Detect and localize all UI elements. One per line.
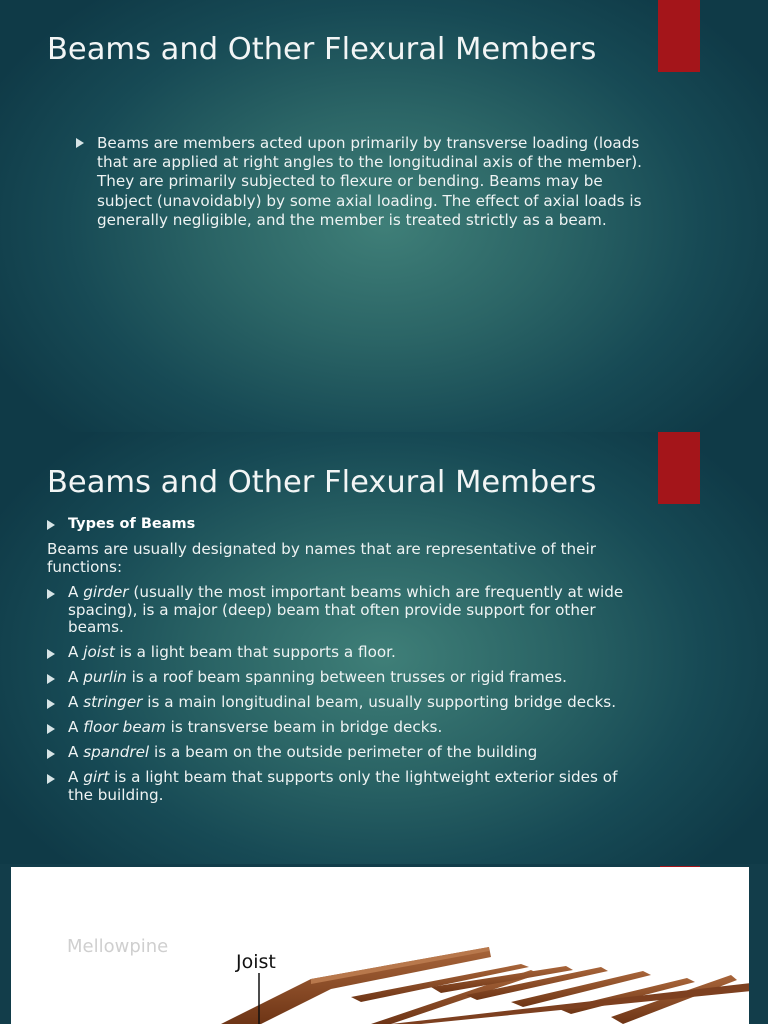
- bullet-triangle-icon: [47, 774, 55, 784]
- list-item: [47, 669, 637, 687]
- bullet-text: Beams are members acted upon primarily by transverse loading (loads that are applied at right angles to the longitudinal axis of the member). They are primarily subjected to flexure or bending. Beams may be subject (unavoidably) by some axial loading. The effect of axial loads is generally negligible, and the member is treated strictly as a beam.: [97, 134, 643, 229]
- bullet-paragraph: [76, 134, 657, 230]
- list-item: [47, 769, 637, 804]
- bullet-triangle-icon: [47, 589, 55, 599]
- types-heading-text: Types of Beams: [68, 516, 196, 532]
- beam-term: girt: [83, 768, 110, 786]
- beam-term: purlin: [83, 668, 127, 686]
- beam-term: floor beam: [83, 718, 166, 736]
- bullet-triangle-icon: [47, 699, 55, 709]
- bullet-triangle-icon: [47, 649, 55, 659]
- bullet-triangle-icon: [47, 724, 55, 734]
- joist-label: Joist: [236, 951, 276, 973]
- bullet-triangle-icon: [47, 749, 55, 759]
- beam-term: girder: [83, 583, 129, 601]
- item-prefix: A: [68, 583, 84, 601]
- item-prefix: A: [68, 643, 84, 661]
- beam-term: spandrel: [83, 743, 150, 761]
- beam-term: joist: [83, 643, 115, 661]
- item-description: is a light beam that supports a floor.: [114, 643, 396, 661]
- intro-text: Beams are usually designated by names that are representative of their functions:: [47, 540, 596, 576]
- item-description: is a light beam that supports only the lightweight exterior sides of the building.: [68, 768, 618, 804]
- list-item: [47, 694, 637, 712]
- joist-beams: [221, 947, 749, 1024]
- slide-1: [0, 0, 768, 432]
- accent-bar: [658, 0, 700, 72]
- joist-figure: [11, 867, 749, 1024]
- item-description: is a main longitudinal beam, usually supporting bridge decks.: [142, 693, 617, 711]
- item-prefix: A: [68, 718, 84, 736]
- item-description: is a beam on the outside perimeter of the building: [149, 743, 538, 761]
- slide-title: Beams and Other Flexural Members: [47, 465, 597, 500]
- item-prefix: A: [68, 768, 84, 786]
- watermark: Mellowpine: [67, 936, 169, 957]
- beam-types-list: [47, 584, 637, 812]
- slide-2: [0, 432, 768, 864]
- beam-term: stringer: [83, 693, 143, 711]
- accent-bar: [658, 432, 700, 504]
- item-prefix: A: [68, 668, 84, 686]
- item-description: (usually the most important beams which are frequently at wide spacing), is a major (deep) beam that often provide support for other beams.: [68, 583, 624, 636]
- bullet-triangle-icon: [76, 138, 84, 148]
- item-prefix: A: [68, 743, 84, 761]
- list-item: [47, 584, 637, 637]
- item-prefix: A: [68, 693, 84, 711]
- list-item: [47, 744, 637, 762]
- slide-title: Beams and Other Flexural Members: [47, 32, 597, 67]
- item-description: is a roof beam spanning between trusses or rigid frames.: [126, 668, 567, 686]
- list-item: [47, 644, 637, 662]
- bullet-triangle-icon: [47, 674, 55, 684]
- list-item: [47, 719, 637, 737]
- types-heading: [47, 516, 195, 532]
- item-description: is transverse beam in bridge decks.: [165, 718, 443, 736]
- bullet-triangle-icon: [47, 520, 55, 530]
